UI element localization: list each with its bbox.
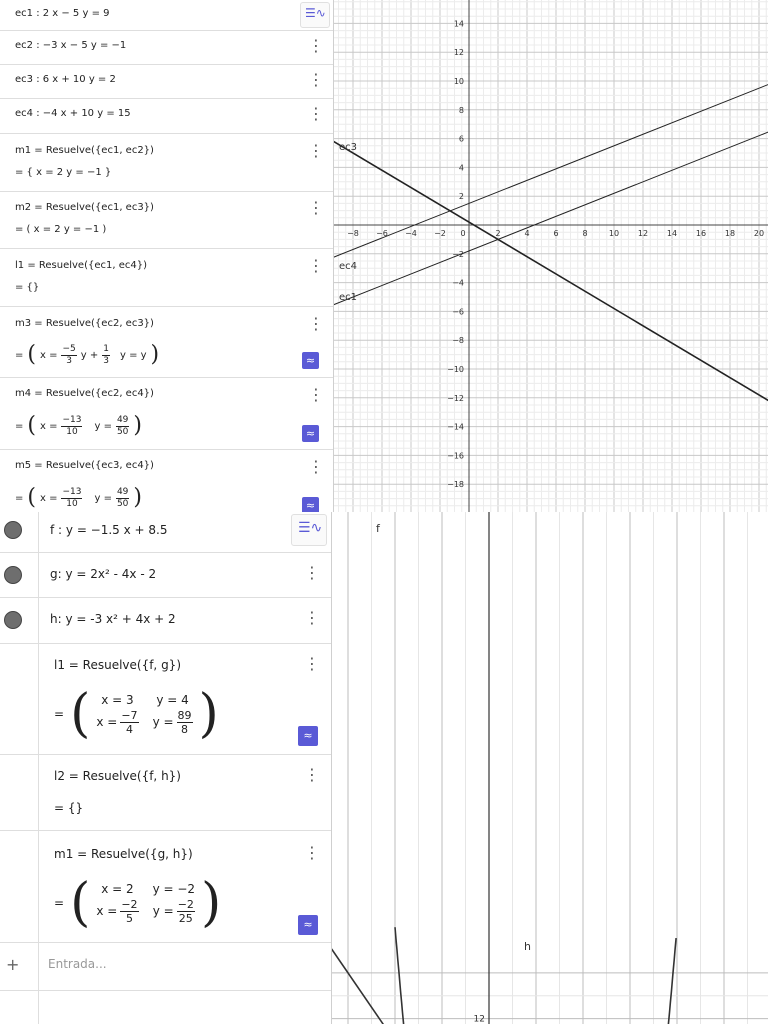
- command-result: [15, 484, 142, 512]
- command-result: = {}: [15, 282, 40, 293]
- input-row[interactable]: [0, 943, 331, 991]
- line-ec1: [334, 130, 768, 309]
- x-tick-label: 6: [553, 229, 559, 238]
- command-row-m2[interactable]: [0, 192, 333, 249]
- object-text: h: y = -3 x² + 4x + 2: [50, 612, 176, 626]
- y-solution: y = y: [119, 349, 147, 361]
- x-label: x =: [39, 420, 58, 432]
- graphics-canvas[interactable]: [334, 0, 768, 512]
- equals-sign: =: [15, 420, 24, 432]
- x-tick-label: 10: [608, 229, 620, 238]
- numerator: 49: [116, 486, 129, 497]
- denominator: 3: [103, 355, 109, 366]
- more-options-icon[interactable]: [308, 201, 316, 215]
- numerator: 89: [177, 708, 192, 722]
- solution-y: y = −2: [152, 881, 196, 896]
- command-row-m1[interactable]: [0, 134, 333, 192]
- solution-y: [153, 898, 195, 925]
- solution-y: y = 4: [156, 692, 189, 707]
- command-result: = ( x = 2 y = −1 ): [15, 224, 107, 235]
- command-result: [54, 871, 221, 935]
- command-row-m1[interactable]: [0, 831, 331, 943]
- command-definition: l1 = Resuelve({ec1, ec4}): [15, 260, 147, 271]
- label-h: h: [524, 940, 531, 953]
- equation-text: ec4 : −4 x + 10 y = 15: [15, 108, 131, 119]
- fraction: [102, 344, 110, 367]
- right-paren: ): [198, 684, 219, 744]
- solution-y: [153, 709, 193, 736]
- graphics-canvas[interactable]: [332, 512, 768, 1024]
- equation-text: ec1 : 2 x − 5 y = 9: [15, 8, 110, 19]
- solution-x: [96, 898, 138, 925]
- command-definition: m1 = Resuelve({g, h}): [54, 847, 193, 861]
- visibility-toggle-icon[interactable]: [4, 521, 22, 539]
- object-row-h[interactable]: [0, 598, 331, 644]
- equation-row-ec4[interactable]: [0, 99, 333, 134]
- x-tick-label: 20: [753, 229, 765, 238]
- command-definition: m1 = Resuelve({ec1, ec2}): [15, 145, 154, 156]
- command-result: = {}: [54, 801, 84, 815]
- label-ec4: ec4: [339, 261, 358, 272]
- command-row-l1[interactable]: [0, 644, 331, 755]
- left-paren: (: [27, 342, 36, 367]
- y-label: y =: [152, 904, 174, 918]
- command-definition: l2 = Resuelve({f, h}): [54, 769, 181, 783]
- right-paren: ): [133, 485, 142, 510]
- more-options-icon[interactable]: [308, 144, 316, 158]
- x-tick-label: −2: [434, 229, 446, 238]
- solution-matrix: [96, 693, 192, 736]
- solution-x: x = 2: [101, 881, 134, 896]
- command-row-l2[interactable]: [0, 755, 331, 831]
- x-tick-label: 16: [695, 229, 707, 238]
- y-label: y =: [94, 420, 112, 432]
- left-paren: (: [27, 485, 36, 510]
- numerator: −13: [62, 414, 82, 425]
- label-ec1: ec1: [339, 292, 358, 303]
- y-tick-label: 6: [458, 134, 464, 144]
- approx-toggle-button[interactable]: ≈: [302, 352, 319, 369]
- more-options-icon[interactable]: [308, 107, 316, 121]
- denominator: 8: [181, 722, 189, 736]
- y-label: y =: [94, 492, 112, 504]
- fraction: [116, 415, 129, 438]
- numerator: −2: [177, 897, 194, 911]
- equals-sign: =: [54, 707, 65, 721]
- more-options-icon[interactable]: [304, 657, 312, 671]
- command-row-m5[interactable]: [0, 450, 333, 512]
- object-text: f : y = −1.5 x + 8.5: [50, 523, 168, 537]
- more-options-icon[interactable]: [308, 73, 316, 87]
- y-tick-label: −6: [452, 307, 464, 317]
- x-tick-label: 12: [637, 229, 649, 238]
- left-paren: (: [27, 413, 36, 438]
- command-result: [54, 682, 219, 746]
- y-tick-label: −18: [447, 480, 464, 490]
- more-options-icon[interactable]: [308, 460, 316, 474]
- equation-row-ec3[interactable]: [0, 65, 333, 99]
- label-ec3: ec3: [339, 142, 358, 153]
- right-paren: ): [150, 342, 160, 367]
- algebra-menu-icon: ☰∿: [298, 520, 323, 536]
- left-paren: (: [70, 873, 91, 933]
- x-label: x =: [39, 349, 58, 361]
- y-tick-label: 8: [458, 105, 464, 115]
- command-definition: m3 = Resuelve({ec2, ec3}): [15, 318, 154, 329]
- visibility-toggle-icon[interactable]: [4, 611, 22, 629]
- more-options-icon[interactable]: [308, 317, 316, 331]
- command-result: = { x = 2 y = −1 }: [15, 167, 112, 178]
- command-definition: m2 = Resuelve({ec1, ec3}): [15, 202, 154, 213]
- y-tick-label: 4: [458, 163, 464, 173]
- y-tick-label: 2: [458, 192, 464, 202]
- fraction: [120, 898, 138, 925]
- graphics-view[interactable]: [334, 0, 768, 512]
- y-tick-label: −10: [447, 365, 464, 374]
- denominator: 25: [178, 911, 193, 925]
- more-options-icon[interactable]: [304, 611, 312, 625]
- equals-sign: =: [54, 896, 65, 910]
- solution-x: x = 3: [101, 692, 134, 707]
- y-tick-label: −16: [447, 451, 464, 461]
- approx-toggle-button[interactable]: ≈: [298, 726, 318, 746]
- equation-text: ec3 : 6 x + 10 y = 2: [15, 74, 116, 85]
- command-result: [15, 341, 159, 369]
- fraction: [61, 415, 82, 438]
- numerator: 49: [116, 414, 129, 425]
- denominator: 10: [66, 498, 78, 509]
- fraction: [120, 709, 138, 736]
- numerator: 1: [103, 343, 109, 354]
- line-ec2-ec3: [334, 136, 768, 404]
- y-tick-label: −2: [452, 249, 464, 259]
- right-paren: ): [133, 413, 142, 438]
- object-row-g[interactable]: [0, 553, 331, 598]
- more-options-icon[interactable]: [308, 39, 316, 53]
- object-text: g: y = 2x² - 4x - 2: [50, 567, 157, 581]
- denominator: 4: [125, 722, 133, 736]
- solution-matrix: [96, 882, 195, 925]
- geogebra-window-bottom: [0, 512, 768, 1024]
- right-paren: ): [201, 873, 222, 933]
- object-row-f[interactable]: [0, 512, 331, 553]
- x-label: x =: [96, 715, 118, 729]
- command-row-m3[interactable]: [0, 307, 333, 378]
- algebra-view: [0, 512, 332, 1024]
- equation-row-ec1[interactable]: [0, 0, 333, 31]
- x-tick-label: 14: [666, 229, 678, 238]
- x-tick-label: 2: [495, 229, 501, 238]
- more-options-icon[interactable]: [308, 259, 316, 273]
- more-options-icon[interactable]: [304, 566, 312, 580]
- x-tick-label: 8: [582, 229, 588, 238]
- command-result: [15, 412, 142, 440]
- y-tick-label: −14: [447, 422, 464, 432]
- x-label: x =: [96, 904, 118, 918]
- add-icon[interactable]: +: [6, 955, 20, 974]
- more-options-icon[interactable]: [304, 768, 312, 782]
- fraction: [177, 709, 193, 736]
- x-tick-label: −6: [376, 229, 388, 238]
- fraction: [61, 344, 76, 367]
- fraction: [116, 487, 129, 510]
- y-label: y =: [152, 715, 174, 729]
- approx-toggle-button[interactable]: ≈: [298, 915, 318, 935]
- y-tick-label: 14: [453, 19, 464, 29]
- x-tick-label: −8: [347, 229, 359, 238]
- y-tick-label: 12: [453, 48, 464, 58]
- equals-sign: =: [15, 349, 24, 361]
- fraction: [177, 898, 195, 925]
- y-tick-label: −4: [452, 278, 464, 288]
- approx-toggle-button[interactable]: ≈: [302, 497, 319, 512]
- denominator: 10: [66, 426, 78, 437]
- equation-row-ec2[interactable]: [0, 31, 333, 65]
- x-tick-label: 4: [524, 229, 530, 238]
- origin-label: 0: [460, 229, 466, 238]
- label-f: f: [376, 522, 380, 535]
- more-options-icon[interactable]: [304, 846, 312, 860]
- left-paren: (: [70, 684, 91, 744]
- y-tick-label: 10: [453, 77, 464, 86]
- numerator: −2: [121, 897, 138, 911]
- graphics-view[interactable]: [332, 512, 768, 1024]
- algebra-menu-icon: ☰∿: [305, 6, 326, 20]
- more-options-icon[interactable]: [308, 388, 316, 402]
- y-plus: y +: [80, 349, 99, 361]
- input-bar[interactable]: Entrada...: [48, 957, 107, 971]
- denominator: 50: [116, 426, 129, 437]
- command-definition: m4 = Resuelve({ec2, ec4}): [15, 388, 154, 399]
- equals-sign: =: [15, 492, 24, 504]
- command-definition: l1 = Resuelve({f, g}): [54, 658, 181, 672]
- numerator: −5: [62, 343, 76, 354]
- denominator: 50: [116, 498, 129, 509]
- denominator: 3: [66, 355, 72, 366]
- solution-x: [96, 709, 138, 736]
- command-definition: m5 = Resuelve({ec3, ec4}): [15, 460, 154, 471]
- command-row-l1[interactable]: [0, 249, 333, 307]
- algebra-view: [0, 0, 334, 512]
- approx-toggle-button[interactable]: ≈: [302, 425, 319, 442]
- x-label: x =: [39, 492, 58, 504]
- equation-text: ec2 : −3 x − 5 y = −1: [15, 40, 127, 51]
- y-tick-label: −12: [447, 393, 464, 403]
- x-tick-label: −4: [405, 229, 417, 238]
- y-tick-label: −8: [452, 336, 464, 346]
- visibility-toggle-icon[interactable]: [4, 566, 22, 584]
- numerator: −13: [62, 486, 82, 497]
- x-tick-label: 18: [724, 229, 736, 238]
- command-row-m4[interactable]: [0, 378, 333, 450]
- y-tick-label: 12: [473, 1014, 485, 1024]
- denominator: 5: [125, 911, 133, 925]
- numerator: −7: [121, 708, 138, 722]
- fraction: [61, 487, 82, 510]
